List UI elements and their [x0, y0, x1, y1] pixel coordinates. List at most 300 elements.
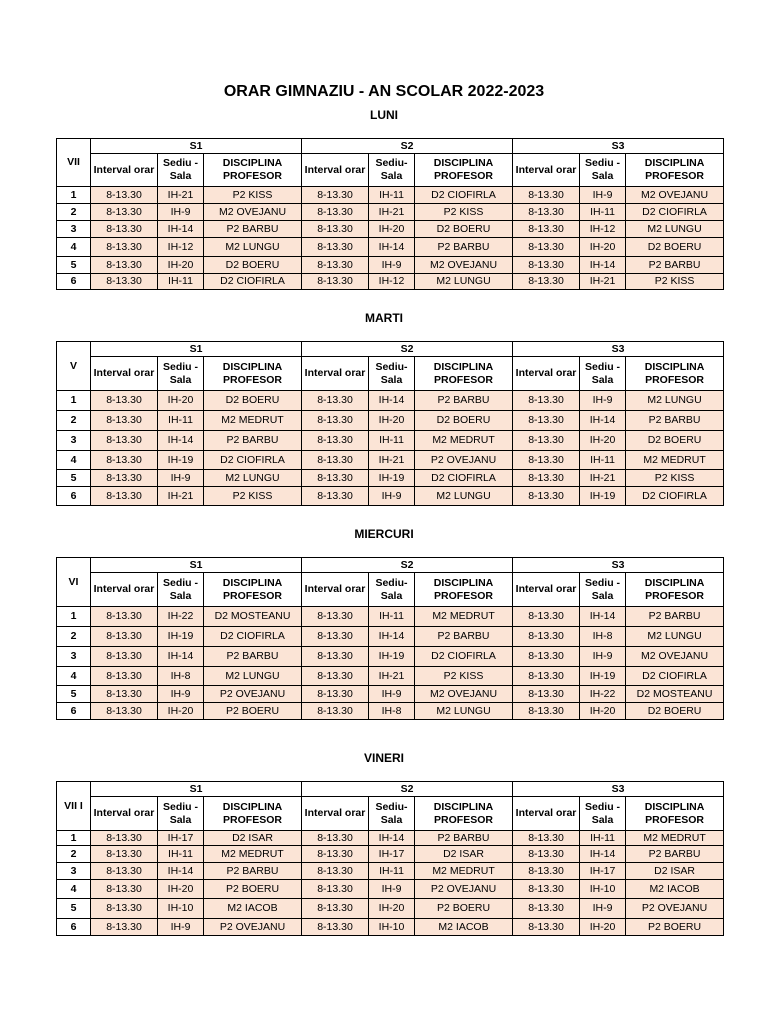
- room-cell: IH-21: [158, 187, 204, 204]
- subject-header: DISCIPLINA PROFESOR: [415, 154, 513, 187]
- room-cell: IH-19: [580, 667, 626, 686]
- interval-cell: 8-13.30: [302, 451, 369, 470]
- subject-teacher-cell: P2 KISS: [626, 470, 724, 487]
- subject-header: DISCIPLINA PROFESOR: [204, 573, 302, 607]
- room-cell: IH-8: [158, 667, 204, 686]
- subject-teacher-cell: M2 LUNGU: [626, 221, 724, 238]
- column-header-row: [57, 154, 724, 187]
- page-title: ORAR GIMNAZIU - AN SCOLAR 2022-2023: [223, 83, 545, 100]
- interval-cell: 8-13.30: [302, 238, 369, 257]
- room-header: Sediu -Sala: [158, 573, 204, 607]
- interval-cell: 8-13.30: [513, 863, 580, 880]
- room-cell: IH-11: [580, 204, 626, 221]
- subject-teacher-cell: D2 CIOFIRLA: [626, 667, 724, 686]
- interval-cell: 8-13.30: [513, 411, 580, 431]
- room-header: Sediu -Sala: [158, 154, 204, 187]
- room-header: Sediu -Sala: [158, 797, 204, 831]
- room-cell: IH-9: [580, 647, 626, 667]
- interval-cell: 8-13.30: [513, 238, 580, 257]
- subject-teacher-cell: M2 OVEJANU: [415, 257, 513, 274]
- room-cell: IH-9: [369, 487, 415, 506]
- interval-cell: 8-13.30: [91, 919, 158, 936]
- subject-header: DISCIPLINA PROFESOR: [415, 573, 513, 607]
- subject-teacher-cell: P2 KISS: [415, 667, 513, 686]
- subject-teacher-cell: P2 BARBU: [204, 863, 302, 880]
- subject-teacher-cell: P2 BOERU: [415, 899, 513, 919]
- class-label: VII: [57, 139, 91, 187]
- table-row: [57, 487, 724, 506]
- shift-header-row: [57, 342, 724, 357]
- room-cell: IH-11: [369, 607, 415, 627]
- room-cell: IH-14: [158, 863, 204, 880]
- shift-header-s2: S2: [302, 558, 513, 573]
- interval-cell: 8-13.30: [302, 831, 369, 846]
- subject-teacher-cell: P2 BARBU: [415, 831, 513, 846]
- subject-teacher-cell: M2 MEDRUT: [204, 846, 302, 863]
- table-row: [57, 667, 724, 686]
- room-cell: IH-9: [369, 880, 415, 899]
- subject-teacher-cell: P2 BARBU: [626, 257, 724, 274]
- shift-header-row: [57, 139, 724, 154]
- subject-teacher-cell: P2 BOERU: [204, 703, 302, 720]
- column-header-row: [57, 797, 724, 831]
- interval-cell: 8-13.30: [513, 391, 580, 411]
- interval-cell: 8-13.30: [302, 204, 369, 221]
- interval-cell: 8-13.30: [91, 257, 158, 274]
- subject-teacher-cell: M2 LUNGU: [204, 470, 302, 487]
- subject-header: DISCIPLINA PROFESOR: [626, 573, 724, 607]
- row-number: 1: [57, 607, 91, 627]
- shift-header-s3: S3: [513, 342, 724, 357]
- row-number: 4: [57, 451, 91, 470]
- table-row: [57, 880, 724, 899]
- subject-teacher-cell: M2 MEDRUT: [626, 831, 724, 846]
- subject-teacher-cell: M2 OVEJANU: [415, 686, 513, 703]
- interval-cell: 8-13.30: [513, 667, 580, 686]
- subject-teacher-cell: P2 OVEJANU: [204, 919, 302, 936]
- room-cell: IH-9: [158, 204, 204, 221]
- table-row: [57, 204, 724, 221]
- room-cell: IH-20: [580, 238, 626, 257]
- subject-header: DISCIPLINA PROFESOR: [204, 357, 302, 391]
- subject-teacher-cell: M2 OVEJANU: [626, 647, 724, 667]
- room-header: Sediu- Sala: [369, 797, 415, 831]
- interval-cell: 8-13.30: [302, 627, 369, 647]
- room-cell: IH-20: [580, 703, 626, 720]
- subject-teacher-cell: P2 BOERU: [204, 880, 302, 899]
- subject-teacher-cell: M2 OVEJANU: [626, 187, 724, 204]
- subject-teacher-cell: M2 LUNGU: [204, 667, 302, 686]
- subject-teacher-cell: P2 BARBU: [415, 627, 513, 647]
- room-cell: IH-8: [580, 627, 626, 647]
- subject-teacher-cell: M2 MEDRUT: [415, 863, 513, 880]
- subject-teacher-cell: D2 BOERU: [626, 238, 724, 257]
- room-cell: IH-21: [369, 204, 415, 221]
- subject-teacher-cell: P2 BOERU: [626, 919, 724, 936]
- room-cell: IH-9: [158, 919, 204, 936]
- room-cell: IH-21: [369, 451, 415, 470]
- room-cell: IH-9: [580, 187, 626, 204]
- interval-header: Interval orar: [91, 357, 158, 391]
- column-header-row: [57, 573, 724, 607]
- subject-teacher-cell: M2 IACOB: [204, 899, 302, 919]
- room-cell: IH-11: [369, 863, 415, 880]
- room-cell: IH-20: [369, 411, 415, 431]
- subject-header: DISCIPLINA PROFESOR: [415, 357, 513, 391]
- room-cell: IH-20: [158, 703, 204, 720]
- room-cell: IH-21: [580, 274, 626, 290]
- schedule-table: [56, 781, 724, 936]
- row-number: 6: [57, 487, 91, 506]
- row-number: 4: [57, 880, 91, 899]
- subject-teacher-cell: D2 BOERU: [415, 221, 513, 238]
- row-number: 1: [57, 831, 91, 846]
- subject-teacher-cell: P2 KISS: [626, 274, 724, 290]
- subject-header: DISCIPLINA PROFESOR: [626, 154, 724, 187]
- interval-cell: 8-13.30: [302, 919, 369, 936]
- subject-teacher-cell: P2 BARBU: [204, 221, 302, 238]
- room-cell: IH-14: [158, 431, 204, 451]
- interval-cell: 8-13.30: [91, 470, 158, 487]
- shift-header-s3: S3: [513, 782, 724, 797]
- interval-cell: 8-13.30: [513, 187, 580, 204]
- interval-header: Interval orar: [302, 154, 369, 187]
- interval-cell: 8-13.30: [513, 204, 580, 221]
- interval-cell: 8-13.30: [91, 607, 158, 627]
- class-label: VI: [57, 558, 91, 607]
- room-cell: IH-9: [369, 257, 415, 274]
- subject-teacher-cell: D2 CIOFIRLA: [626, 487, 724, 506]
- interval-header: Interval orar: [513, 573, 580, 607]
- schedule-table: [56, 138, 724, 290]
- interval-cell: 8-13.30: [302, 487, 369, 506]
- shift-header-s1: S1: [91, 139, 302, 154]
- subject-teacher-cell: P2 OVEJANU: [204, 686, 302, 703]
- interval-cell: 8-13.30: [302, 221, 369, 238]
- interval-cell: 8-13.30: [302, 274, 369, 290]
- column-header-row: [57, 357, 724, 391]
- subject-teacher-cell: M2 IACOB: [626, 880, 724, 899]
- subject-teacher-cell: M2 MEDRUT: [415, 431, 513, 451]
- subject-teacher-cell: P2 BARBU: [204, 647, 302, 667]
- table-row: [57, 187, 724, 204]
- table-row: [57, 703, 724, 720]
- table-row: [57, 686, 724, 703]
- interval-cell: 8-13.30: [302, 899, 369, 919]
- room-cell: IH-14: [158, 221, 204, 238]
- row-number: 1: [57, 391, 91, 411]
- table-row: [57, 221, 724, 238]
- table-row: [57, 257, 724, 274]
- table-row: [57, 451, 724, 470]
- interval-cell: 8-13.30: [91, 647, 158, 667]
- row-number: 3: [57, 647, 91, 667]
- row-number: 5: [57, 899, 91, 919]
- room-header: Sediu -Sala: [158, 357, 204, 391]
- interval-cell: 8-13.30: [513, 257, 580, 274]
- row-number: 2: [57, 627, 91, 647]
- interval-header: Interval orar: [91, 797, 158, 831]
- room-cell: IH-8: [369, 703, 415, 720]
- interval-cell: 8-13.30: [91, 703, 158, 720]
- table-row: [57, 627, 724, 647]
- interval-cell: 8-13.30: [302, 880, 369, 899]
- room-cell: IH-14: [369, 627, 415, 647]
- interval-cell: 8-13.30: [91, 411, 158, 431]
- subject-teacher-cell: D2 BOERU: [626, 431, 724, 451]
- subject-teacher-cell: D2 BOERU: [626, 703, 724, 720]
- subject-teacher-cell: D2 CIOFIRLA: [415, 187, 513, 204]
- room-cell: IH-14: [369, 238, 415, 257]
- interval-cell: 8-13.30: [302, 411, 369, 431]
- room-cell: IH-14: [369, 391, 415, 411]
- subject-teacher-cell: M2 MEDRUT: [415, 607, 513, 627]
- row-number: 4: [57, 238, 91, 257]
- room-cell: IH-22: [158, 607, 204, 627]
- subject-teacher-cell: M2 LUNGU: [415, 703, 513, 720]
- table-row: [57, 411, 724, 431]
- interval-cell: 8-13.30: [91, 187, 158, 204]
- room-cell: IH-20: [369, 899, 415, 919]
- room-cell: IH-9: [158, 686, 204, 703]
- room-cell: IH-10: [580, 880, 626, 899]
- row-number: 6: [57, 703, 91, 720]
- interval-cell: 8-13.30: [302, 257, 369, 274]
- interval-cell: 8-13.30: [513, 686, 580, 703]
- subject-teacher-cell: D2 BOERU: [415, 411, 513, 431]
- interval-cell: 8-13.30: [302, 667, 369, 686]
- interval-cell: 8-13.30: [513, 846, 580, 863]
- interval-cell: 8-13.30: [302, 187, 369, 204]
- table-row: [57, 919, 724, 936]
- row-number: 2: [57, 411, 91, 431]
- table-row: [57, 846, 724, 863]
- table-row: [57, 607, 724, 627]
- room-cell: IH-20: [369, 221, 415, 238]
- room-header: Sediu -Sala: [580, 573, 626, 607]
- interval-cell: 8-13.30: [513, 831, 580, 846]
- subject-header: DISCIPLINA PROFESOR: [626, 797, 724, 831]
- interval-cell: 8-13.30: [513, 627, 580, 647]
- interval-header: Interval orar: [91, 573, 158, 607]
- room-cell: IH-14: [158, 647, 204, 667]
- interval-cell: 8-13.30: [513, 470, 580, 487]
- subject-header: DISCIPLINA PROFESOR: [204, 154, 302, 187]
- day-heading: MARTI: [365, 311, 403, 325]
- table-row: [57, 431, 724, 451]
- subject-teacher-cell: D2 CIOFIRLA: [204, 627, 302, 647]
- room-cell: IH-11: [580, 831, 626, 846]
- room-cell: IH-20: [580, 919, 626, 936]
- subject-teacher-cell: D2 MOSTEANU: [626, 686, 724, 703]
- interval-cell: 8-13.30: [91, 204, 158, 221]
- room-cell: IH-9: [158, 470, 204, 487]
- interval-header: Interval orar: [302, 357, 369, 391]
- interval-cell: 8-13.30: [91, 846, 158, 863]
- room-cell: IH-21: [158, 487, 204, 506]
- interval-cell: 8-13.30: [513, 607, 580, 627]
- shift-header-s1: S1: [91, 342, 302, 357]
- interval-header: Interval orar: [302, 573, 369, 607]
- shift-header-s1: S1: [91, 782, 302, 797]
- room-header: Sediu -Sala: [580, 357, 626, 391]
- interval-cell: 8-13.30: [302, 686, 369, 703]
- interval-cell: 8-13.30: [302, 607, 369, 627]
- room-cell: IH-14: [580, 607, 626, 627]
- schedule-table: [56, 341, 724, 506]
- row-number: 3: [57, 863, 91, 880]
- row-number: 5: [57, 257, 91, 274]
- room-cell: IH-11: [158, 846, 204, 863]
- subject-teacher-cell: P2 KISS: [204, 187, 302, 204]
- room-cell: IH-20: [158, 257, 204, 274]
- table-row: [57, 863, 724, 880]
- shift-header-s3: S3: [513, 139, 724, 154]
- subject-teacher-cell: M2 LUNGU: [204, 238, 302, 257]
- interval-cell: 8-13.30: [91, 451, 158, 470]
- row-number: 4: [57, 667, 91, 686]
- interval-cell: 8-13.30: [91, 274, 158, 290]
- interval-cell: 8-13.30: [91, 831, 158, 846]
- interval-header: Interval orar: [513, 357, 580, 391]
- interval-cell: 8-13.30: [513, 221, 580, 238]
- day-heading: VINERI: [363, 751, 404, 765]
- room-header: Sediu- Sala: [369, 154, 415, 187]
- interval-cell: 8-13.30: [91, 487, 158, 506]
- room-header: Sediu- Sala: [369, 357, 415, 391]
- interval-cell: 8-13.30: [513, 274, 580, 290]
- subject-teacher-cell: M2 MEDRUT: [626, 451, 724, 470]
- interval-cell: 8-13.30: [513, 703, 580, 720]
- subject-teacher-cell: M2 LUNGU: [626, 391, 724, 411]
- room-cell: IH-19: [158, 451, 204, 470]
- room-cell: IH-20: [158, 391, 204, 411]
- room-cell: IH-20: [580, 431, 626, 451]
- subject-teacher-cell: M2 LUNGU: [415, 487, 513, 506]
- interval-cell: 8-13.30: [91, 880, 158, 899]
- room-cell: IH-14: [580, 257, 626, 274]
- table-row: [57, 647, 724, 667]
- interval-cell: 8-13.30: [91, 863, 158, 880]
- subject-teacher-cell: P2 OVEJANU: [415, 880, 513, 899]
- shift-header-row: [57, 558, 724, 573]
- class-label: VII I: [57, 782, 91, 831]
- subject-teacher-cell: D2 CIOFIRLA: [415, 470, 513, 487]
- shift-header-s2: S2: [302, 139, 513, 154]
- shift-header-s2: S2: [302, 782, 513, 797]
- subject-teacher-cell: P2 BARBU: [626, 846, 724, 863]
- interval-cell: 8-13.30: [513, 880, 580, 899]
- class-label: V: [57, 342, 91, 391]
- shift-header-row: [57, 782, 724, 797]
- interval-cell: 8-13.30: [513, 431, 580, 451]
- table-row: [57, 274, 724, 290]
- interval-cell: 8-13.30: [302, 647, 369, 667]
- interval-cell: 8-13.30: [302, 391, 369, 411]
- subject-header: DISCIPLINA PROFESOR: [204, 797, 302, 831]
- interval-cell: 8-13.30: [513, 487, 580, 506]
- room-cell: IH-20: [158, 880, 204, 899]
- table-row: [57, 470, 724, 487]
- room-cell: IH-9: [580, 391, 626, 411]
- room-header: Sediu -Sala: [580, 154, 626, 187]
- room-cell: IH-22: [580, 686, 626, 703]
- row-number: 5: [57, 686, 91, 703]
- subject-teacher-cell: M2 MEDRUT: [204, 411, 302, 431]
- interval-header: Interval orar: [513, 797, 580, 831]
- row-number: 2: [57, 204, 91, 221]
- interval-cell: 8-13.30: [91, 391, 158, 411]
- row-number: 5: [57, 470, 91, 487]
- row-number: 6: [57, 274, 91, 290]
- day-heading: MIERCURI: [354, 527, 414, 541]
- interval-header: Interval orar: [513, 154, 580, 187]
- interval-header: Interval orar: [302, 797, 369, 831]
- subject-teacher-cell: P2 OVEJANU: [415, 451, 513, 470]
- subject-teacher-cell: P2 BARBU: [626, 411, 724, 431]
- subject-teacher-cell: D2 MOSTEANU: [204, 607, 302, 627]
- row-number: 2: [57, 846, 91, 863]
- subject-teacher-cell: D2 CIOFIRLA: [415, 647, 513, 667]
- subject-teacher-cell: P2 OVEJANU: [626, 899, 724, 919]
- subject-teacher-cell: D2 CIOFIRLA: [626, 204, 724, 221]
- room-cell: IH-11: [158, 274, 204, 290]
- room-cell: IH-19: [158, 627, 204, 647]
- table-row: [57, 238, 724, 257]
- subject-teacher-cell: P2 BARBU: [415, 238, 513, 257]
- room-cell: IH-10: [369, 919, 415, 936]
- room-cell: IH-12: [369, 274, 415, 290]
- room-cell: IH-14: [369, 831, 415, 846]
- subject-teacher-cell: P2 KISS: [204, 487, 302, 506]
- interval-cell: 8-13.30: [513, 919, 580, 936]
- shift-header-s2: S2: [302, 342, 513, 357]
- room-cell: IH-14: [580, 846, 626, 863]
- room-cell: IH-11: [369, 187, 415, 204]
- room-header: Sediu- Sala: [369, 573, 415, 607]
- room-cell: IH-12: [158, 238, 204, 257]
- subject-teacher-cell: D2 ISAR: [626, 863, 724, 880]
- interval-cell: 8-13.30: [513, 647, 580, 667]
- subject-teacher-cell: M2 IACOB: [415, 919, 513, 936]
- room-cell: IH-17: [369, 846, 415, 863]
- interval-cell: 8-13.30: [91, 431, 158, 451]
- interval-cell: 8-13.30: [91, 667, 158, 686]
- schedule-table: [56, 557, 724, 720]
- interval-cell: 8-13.30: [91, 686, 158, 703]
- subject-teacher-cell: M2 OVEJANU: [204, 204, 302, 221]
- interval-cell: 8-13.30: [302, 863, 369, 880]
- room-cell: IH-9: [580, 899, 626, 919]
- interval-cell: 8-13.30: [91, 899, 158, 919]
- subject-header: DISCIPLINA PROFESOR: [415, 797, 513, 831]
- subject-teacher-cell: P2 KISS: [415, 204, 513, 221]
- subject-header: DISCIPLINA PROFESOR: [626, 357, 724, 391]
- subject-teacher-cell: P2 BARBU: [415, 391, 513, 411]
- day-heading: LUNI: [370, 108, 398, 122]
- room-cell: IH-11: [369, 431, 415, 451]
- interval-cell: 8-13.30: [302, 846, 369, 863]
- subject-teacher-cell: D2 BOERU: [204, 391, 302, 411]
- interval-cell: 8-13.30: [302, 470, 369, 487]
- table-row: [57, 831, 724, 846]
- interval-header: Interval orar: [91, 154, 158, 187]
- subject-teacher-cell: D2 CIOFIRLA: [204, 274, 302, 290]
- room-cell: IH-21: [580, 470, 626, 487]
- room-cell: IH-9: [369, 686, 415, 703]
- shift-header-s1: S1: [91, 558, 302, 573]
- interval-cell: 8-13.30: [513, 451, 580, 470]
